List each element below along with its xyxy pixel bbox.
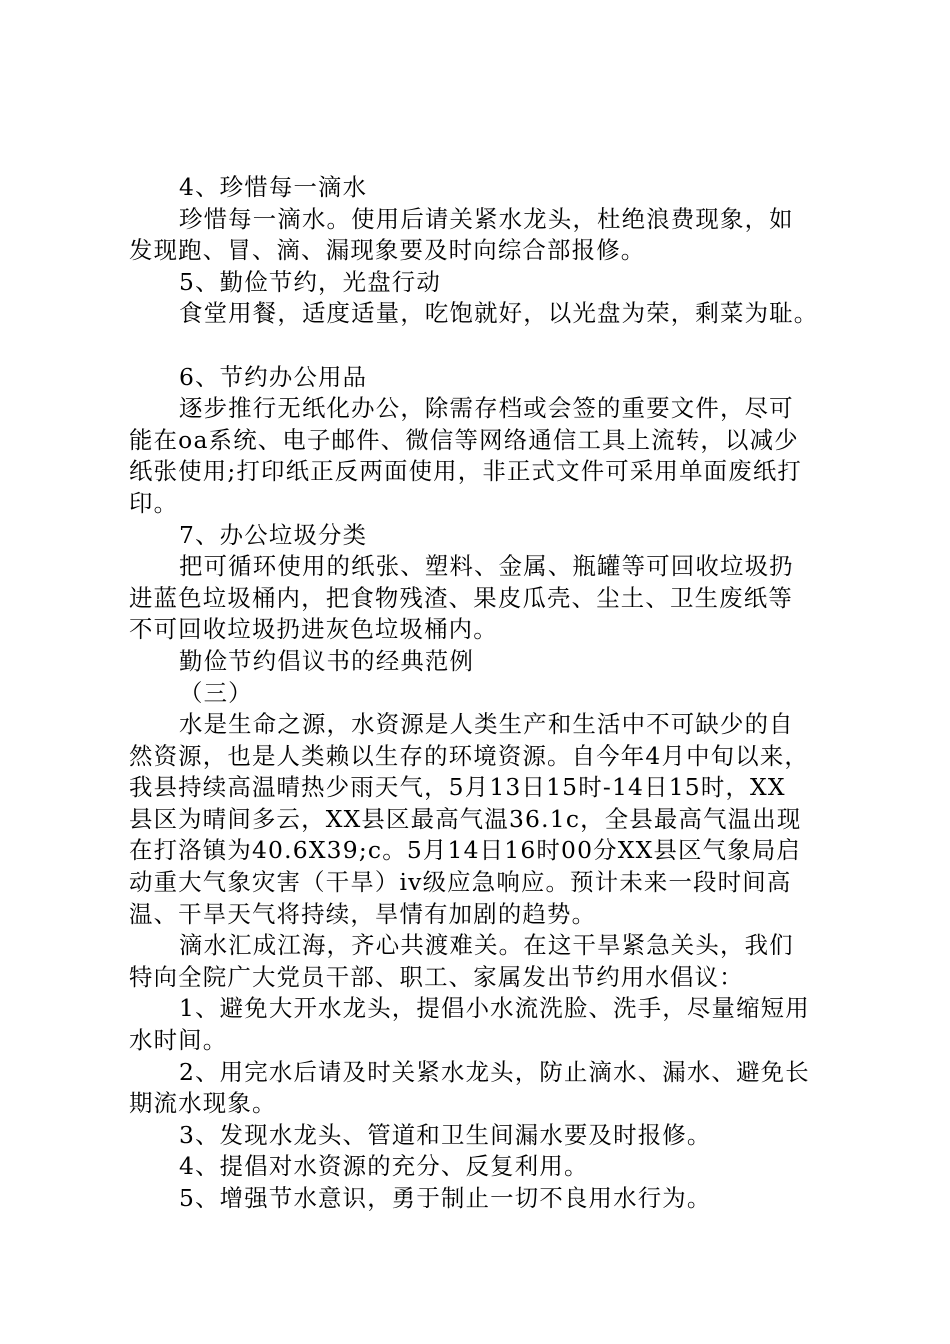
paragraph-line: 珍惜每一滴水。使用后请关紧水龙头，杜绝浪费现象，如 bbox=[179, 204, 794, 233]
heading-item-4: 4、珍惜每一滴水 bbox=[179, 173, 368, 201]
paragraph-line: 滴水汇成江海，齐心共渡难关。在这干旱紧急关头，我们 bbox=[179, 931, 794, 960]
paragraph-line: 我县持续高温晴热少雨天气，5月13日15时-14日15时，XX bbox=[129, 773, 786, 802]
paragraph-line: 水是生命之源，水资源是人类生产和生活中不可缺少的自 bbox=[179, 710, 794, 739]
paragraph-line: 进蓝色垃圾桶内，把食物残渣、果皮瓜壳、尘土、卫生废纸等 bbox=[129, 583, 793, 612]
paragraph-line: 水时间。 bbox=[129, 1026, 228, 1055]
heading-item-7: 7、办公垃圾分类 bbox=[179, 520, 368, 549]
paragraph-line: 食堂用餐，适度适量，吃饱就好，以光盘为荣，剩菜为耻。 bbox=[179, 299, 819, 328]
section-title: 勤俭节约倡议书的经典范例 bbox=[179, 646, 475, 675]
blank-line bbox=[129, 330, 841, 362]
paragraph-line: 期流水现象。 bbox=[129, 1089, 277, 1118]
paragraph-line: 发现跑、冒、滴、漏现象要及时向综合部报修。 bbox=[129, 236, 646, 265]
proposal-item-3: 3、发现水龙头、管道和卫生间漏水要及时报修。 bbox=[179, 1120, 712, 1149]
proposal-item-5: 5、增强节水意识，勇于制止一切不良用水行为。 bbox=[179, 1184, 712, 1212]
paragraph-line: 纸张使用;打印纸正反两面使用，非正式文件可采用单面废纸打 bbox=[129, 457, 803, 486]
paragraph-line: 在打洛镇为40.6X39;c。5月14日16时00分XX县区气象局启 bbox=[129, 836, 802, 865]
proposal-item-1: 1、避免大开水龙头，提倡小水流洗脸、洗手，尽量缩短用 bbox=[179, 994, 810, 1023]
paragraph-line: 温、干旱天气将持续，旱情有加剧的趋势。 bbox=[129, 899, 597, 928]
paragraph-line: 逐步推行无纸化办公，除需存档或会签的重要文件，尽可 bbox=[179, 394, 794, 423]
heading-item-6: 6、节约办公用品 bbox=[179, 362, 368, 391]
paragraph-line: 把可循环使用的纸张、塑料、金属、瓶罐等可回收垃圾扔 bbox=[179, 552, 794, 581]
document-body bbox=[129, 172, 841, 1215]
paragraph-line: 然资源，也是人类赖以生存的环境资源。自今年4月中旬以来， bbox=[129, 741, 810, 770]
paragraph-line: 特向全院广大党员干部、职工、家属发出节约用水倡议： bbox=[129, 962, 744, 991]
paragraph-line: 能在oa系统、电子邮件、微信等网络通信工具上流转，以减少 bbox=[129, 425, 799, 454]
paragraph-line: 动重大气象灾害（干旱）iv级应急响应。预计未来一段时间高 bbox=[129, 868, 792, 897]
paragraph-line: 不可回收垃圾扔进灰色垃圾桶内。 bbox=[129, 615, 498, 644]
paragraph-line: 印。 bbox=[129, 488, 179, 517]
proposal-item-4: 4、提倡对水资源的充分、反复利用。 bbox=[179, 1152, 589, 1181]
section-number: （三） bbox=[179, 678, 253, 707]
heading-item-5: 5、勤俭节约，光盘行动 bbox=[179, 267, 441, 296]
paragraph-line: 县区为晴间多云，XX县区最高气温36.1c，全县最高气温出现 bbox=[129, 804, 802, 833]
proposal-item-2: 2、用完水后请及时关紧水龙头，防止滴水、漏水、避免长 bbox=[179, 1057, 810, 1086]
